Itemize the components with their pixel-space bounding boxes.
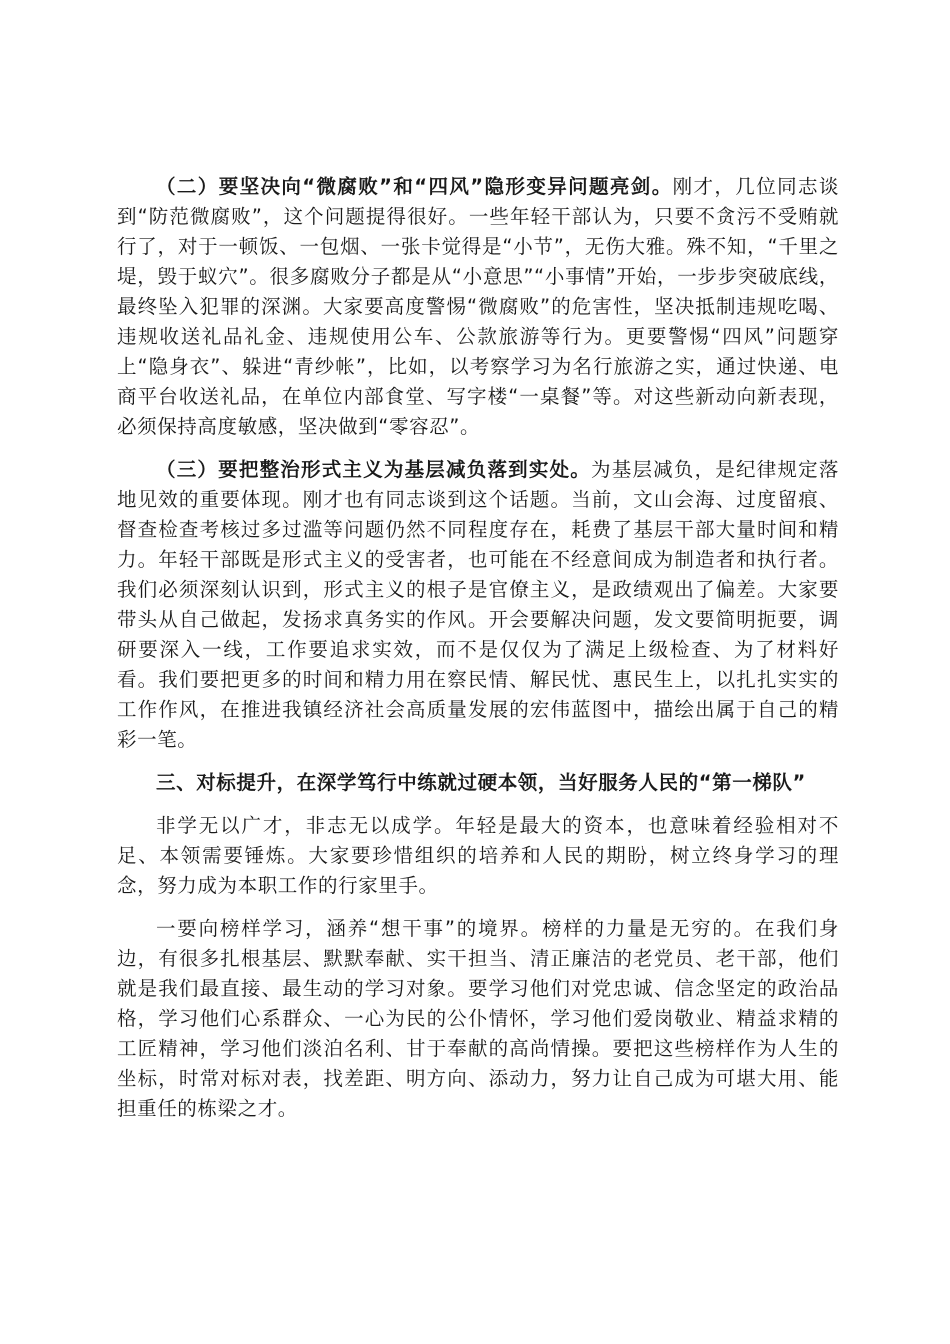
paragraph-3-text: 为基层减负，是纪律规定落地见效的重要体现。刚才也有同志谈到这个话题。当前，文山会海、过度留痕、督查检查考核过多过滥等问题仍然不同程度存在，耗费了基层干部大量时间和精力。年轻干部既是形式主义的受害者，也可能在不经意间成为制造者和执行者。我们必须深刻认识到，形式主义的根子是官僚主义，是政绩观出了偏差。大家要带头从自己做起，发扬求真务实的作风。开会要解决问题，发文要简明扼要，调研要深入一线，工作要追求实效，而不是仅仅为了满足上级检查、为了材料好看。我们要把更多的时间和精力用在察民情、解民忧、惠民生上，以扎扎实实的工作作风，在推进我镇经济社会高质量发展的宏伟蓝图中，描绘出属于自己的精彩一笔。	[117, 458, 839, 751]
paragraph-2-text: 刚才，几位同志谈到“防范微腐败”，这个问题提得很好。一些年轻干部认为，只要不贪污不受贿就行了，对于一顿饭、一包烟、一张卡觉得是“小节”，无伤大雅。殊不知，“千里之堤，毁于蚁穴”。很多腐败分子都是从“小意思”“小事情”开始，一步步突破底线，最终坠入犯罪的深渊。大家要高度警惕“微腐败”的危害性，坚决抵制违规吃喝、违规收送礼品礼金、违规使用公车、公款旅游等行为。更要警惕“四风”问题穿上“隐身衣”、躲进“青纱帐”，比如，以考察学习为名行旅游之实，通过快递、电商平台收送礼品，在单位内部食堂、写字楼“一桌餐”等。对这些新动向新表现，必须保持高度敏感，坚决做到“零容忍”。	[117, 175, 839, 438]
paragraph-3	[117, 455, 839, 755]
section-three-point-one: 一要向榜样学习，涵养“想干事”的境界。榜样的力量是无穷的。在我们身边，有很多扎根基层、默默奉献、实干担当、清正廉洁的老党员、老干部，他们就是我们最直接、最生动的学习对象。要学习他们对党忠诚、信念坚定的政治品格，学习他们心系群众、一心为民的公仆情怀，学习他们爱岗敬业、精益求精的工匠精神，学习他们淡泊名利、甘于奉献的高尚情操。要把这些榜样作为人生的坐标，时常对标对表，找差距、明方向、添动力，努力让自己成为可堪大用、能担重任的栋梁之才。	[117, 917, 839, 1120]
paragraph-2-heading: （二）要坚决向“微腐败”和“四风”隐形变异问题亮剑。	[156, 175, 673, 198]
section-three-intro: 非学无以广才，非志无以成学。年轻是最大的资本，也意味着经验相对不足、本领需要锤炼。大家要珍惜组织的培养和人民的期盼，树立终身学习的理念，努力成为本职工作的行家里手。	[117, 814, 839, 897]
document-body	[117, 172, 839, 1137]
paragraph-2	[117, 172, 839, 442]
section-three-heading: 三、对标提升，在深学笃行中练就过硬本领，当好服务人民的“第一梯队”	[156, 771, 806, 794]
paragraph-3-heading: （三）要把整治形式主义为基层减负落到实处。	[156, 458, 592, 481]
